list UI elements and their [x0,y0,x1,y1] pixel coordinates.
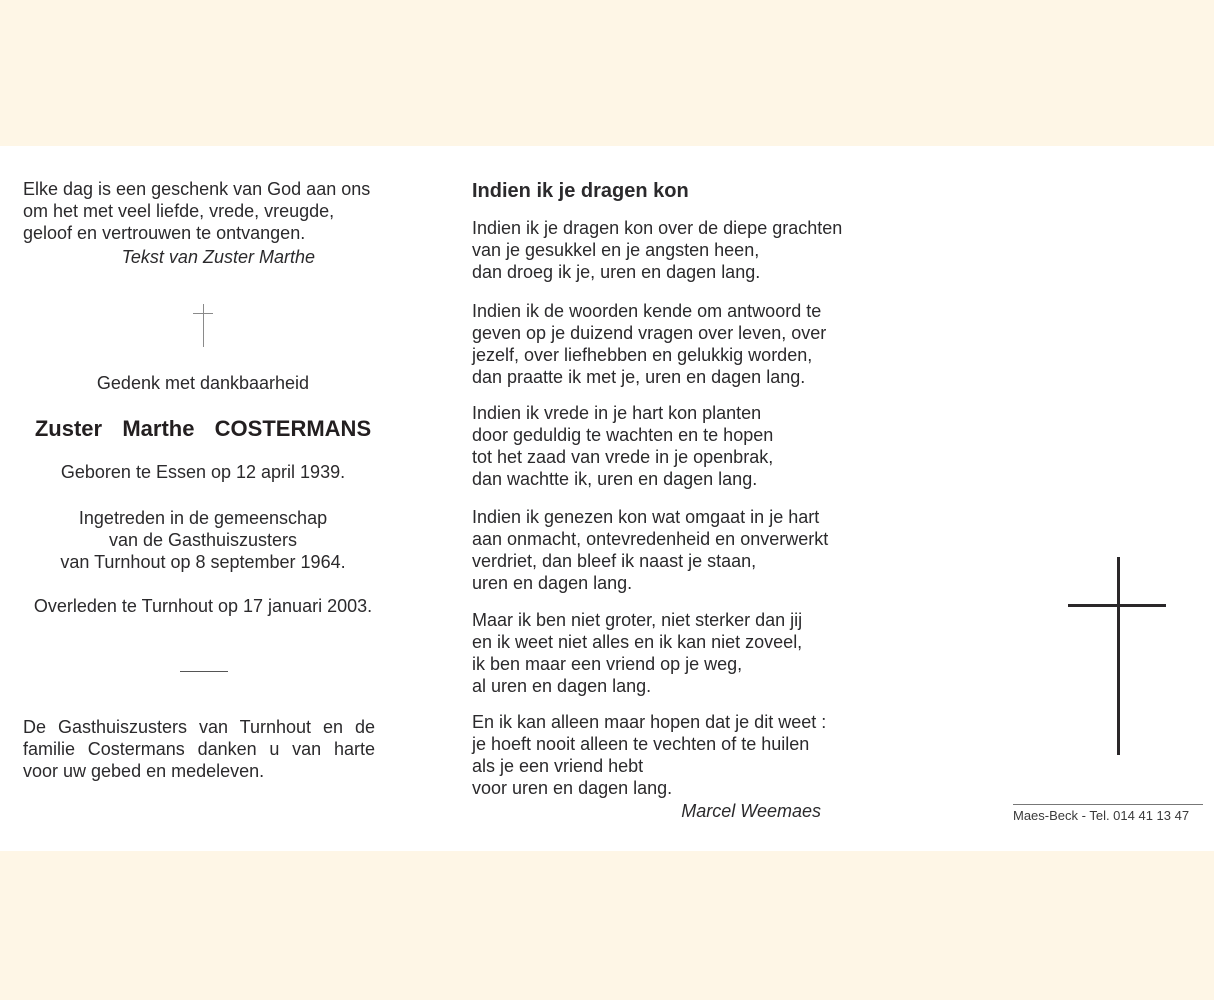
poem-stanza [472,506,828,594]
poem-line: voor uren en dagen lang. [472,778,673,798]
poem-line: door geduldig te wachten en te hopen [472,425,774,445]
intro-line: geloof en vertrouwen te ontvangen. [23,223,306,243]
poem-line: dan droeg ik je, uren en dagen lang. [472,262,761,282]
poem-stanza [472,609,802,697]
intro-line: Elke dag is een geschenk van God aan ons [23,179,371,199]
poem-line: en ik weet niet alles en ik kan niet zoveel, [472,632,803,652]
deceased-name: Zuster Marthe COSTERMANS [34,416,372,441]
poem-line: je hoeft nooit alleen te vechten of te huilen [472,734,810,754]
poem-line: dan wachtte ik, uren en dagen lang. [472,469,758,489]
poem-line: uren en dagen lang. [472,573,633,593]
poem-title: Indien ik je dragen kon [472,180,689,202]
small-cross-horizontal [193,313,213,314]
thanks-text [23,716,375,782]
poem-attribution: Marcel Weemaes [681,801,821,821]
poem-line: ik ben maar een vriend op je weg, [472,654,743,674]
poem-line: Indien ik je dragen kon over de diepe grachten [472,218,843,238]
poem-line: jezelf, over liefhebben en gelukkig worden, [472,345,813,365]
poem-line: als je een vriend hebt [472,756,644,776]
poem-line: Maar ik ben niet groter, niet sterker dan jij [472,610,803,630]
poem-line: Indien ik genezen kon wat omgaat in je hart [472,507,820,527]
poem-line: aan onmacht, ontevredenheid en onverwerkt [472,529,829,549]
poem-stanza [472,402,773,490]
memorial-card [0,146,1214,851]
poem-line: Indien ik de woorden kende om antwoord te [472,301,822,321]
poem-line: dan praatte ik met je, uren en dagen lang. [472,367,806,387]
poem-line: tot het zaad van vrede in je openbrak, [472,447,774,467]
birth-info: Geboren te Essen op 12 april 1939. [60,462,346,482]
publisher-rule [1013,804,1203,805]
entry-line: Ingetreden in de gemeenschap [78,508,328,528]
poem-stanza [472,217,842,283]
divider [180,671,228,672]
thanks-line: De Gasthuiszusters van Turnhout en de [23,717,375,737]
thanks-line: familie Costermans danken u van harte [23,739,375,759]
poem-line: En ik kan alleen maar hopen dat je dit weet : [472,712,827,732]
entry-line: van de Gasthuiszusters [108,530,298,550]
large-cross-vertical [1117,557,1120,755]
thanks-line: voor uw gebed en medeleven. [23,761,265,781]
poem-line: al uren en dagen lang. [472,676,652,696]
intro-line: om het met veel liefde, vrede, vreugde, [23,201,335,221]
intro-quote [23,178,370,244]
poem-line: Indien ik vrede in je hart kon planten [472,403,762,423]
small-cross-vertical [203,304,204,347]
entry-info [0,507,406,573]
poem-line: geven op je duizend vragen over leven, over [472,323,827,343]
large-cross-horizontal [1068,604,1166,607]
intro-attribution: Tekst van Zuster Marthe [121,247,315,267]
poem-stanza [472,300,826,388]
poem-stanza [472,711,826,799]
remembrance-heading: Gedenk met dankbaarheid [96,373,310,393]
death-info: Overleden te Turnhout op 17 januari 2003. [33,596,373,616]
poem-line: verdriet, dan bleef ik naast je staan, [472,551,757,571]
poem-line: van je gesukkel en je angsten heen, [472,240,760,260]
entry-line: van Turnhout op 8 september 1964. [60,552,346,572]
publisher-credit: Maes-Beck - Tel. 014 41 13 47 [1013,808,1190,823]
